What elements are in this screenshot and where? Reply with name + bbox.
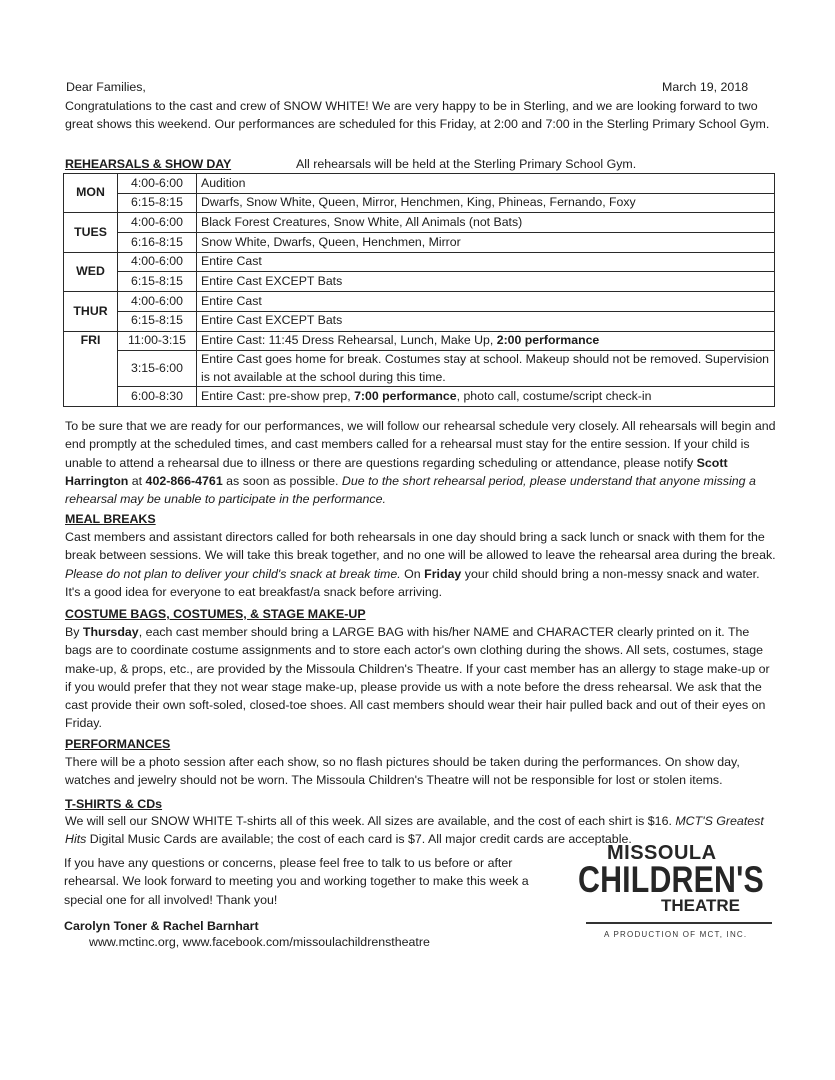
time-cell: 4:00-6:00 <box>118 252 197 272</box>
time-cell: 6:00-8:30 <box>118 387 197 407</box>
table-row <box>64 213 775 233</box>
contact-name: Scott Harrington <box>65 455 728 488</box>
activity-cell: Entire Cast <box>197 252 775 272</box>
table-row <box>64 252 775 272</box>
closing-paragraph: If you have any questions or concerns, please feel free to talk to us before or after rehearsal. We look forward to meeting you and working together to make this week a special one for all involved! Thank you! <box>64 856 529 907</box>
performance-time: 2:00 performance <box>496 333 600 348</box>
attendance-warning: Due to the short rehearsal period, please understand that anyone missing a rehearsal may be unable to participate in the performance. <box>65 473 756 507</box>
greeting: Dear Families, <box>66 80 146 94</box>
activity-text: , photo call, costume/script check-in <box>456 388 652 403</box>
day-cell: THUR <box>64 292 118 331</box>
costume-paragraph <box>65 623 777 733</box>
activity-cell <box>197 331 775 351</box>
snack-note: Please do not plan to deliver your child's snack at break time. <box>65 566 401 581</box>
time-cell: 4:00-6:00 <box>118 174 197 194</box>
activity-cell: Entire Cast <box>197 292 775 312</box>
day-cell: WED <box>64 252 118 291</box>
time-cell: 4:00-6:00 <box>118 292 197 312</box>
time-cell: 11:00-3:15 <box>118 331 197 351</box>
table-row <box>64 272 775 292</box>
rehearsal-schedule-table <box>63 173 775 407</box>
paragraph-text: Cast members and assistant directors called for both rehearsals in one day should bring a sack lunch or snack with them for the break between sessions. We will take this break together, and no one will be allowed to leave the rehearsal area during the break. <box>65 530 776 563</box>
logo-tagline: A PRODUCTION OF MCT, INC. <box>604 930 748 939</box>
logo-missoula: MISSOULA <box>607 842 717 864</box>
table-row <box>64 174 775 194</box>
performances-paragraph: There will be a photo session after each show, so no flash pictures should be taken during the performances. On show day, watches and jewelry should not be worn. The Missoula Children's Theatre will not be responsible for lost or stolen items. <box>65 755 740 788</box>
table-row <box>64 351 775 387</box>
time-cell: 6:15-8:15 <box>118 193 197 213</box>
table-row <box>64 387 775 407</box>
website-links: www.mctinc.org, www.facebook.com/missoulachildrenstheatre <box>89 935 430 949</box>
logo-divider <box>586 922 772 924</box>
friday-emphasis: Friday <box>424 566 462 581</box>
logo-theatre: THEATRE <box>661 896 741 915</box>
thursday-emphasis: Thursday <box>82 625 139 639</box>
paragraph-text: We will sell our SNOW WHITE T-shirts all of this week. All sizes are available, and the cost of each shirt is $16. <box>65 814 676 828</box>
rehearsals-heading: REHEARSALS & SHOW DAY <box>65 157 232 171</box>
table-row <box>64 193 775 213</box>
performance-time: 7:00 performance <box>354 388 457 403</box>
paragraph-text: By <box>65 625 83 639</box>
activity-text: Entire Cast: pre-show prep, <box>201 388 355 403</box>
day-cell: MON <box>64 174 118 213</box>
time-cell: 6:16-8:15 <box>118 233 197 253</box>
paragraph-text: To be sure that we are ready for our performances, we will follow our rehearsal schedule very closely. All rehearsals will begin and end promptly at the scheduled times, and cast members called for a rehearsal must stay for the entire session. If your child is unable to attend a rehearsal due to illness or there are questions regarding scheduling or attendance, please notify <box>65 419 776 470</box>
activity-cell: Black Forest Creatures, Snow White, All Animals (not Bats) <box>197 213 775 233</box>
paragraph-text: , each cast member should bring a LARGE BAG with his/her NAME and CHARACTER clearly printed on it. The bags are to coordinate costume assignments and to store each actor's own clothing during the shows. All sets, costumes, stage make-up, & props, etc., are provided by the Missoula Children's Theatre. If your cast member has an allergy to stage make-up or if you would prefer that they not wear stage make-up, please provide us with a note before the dress rehearsal. We ask that the cast provide their own soft-soled, closed-toe shoes. All cast members should wear their hair pulled back and out of their eyes on Friday. <box>65 625 770 731</box>
meal-breaks-heading: MEAL BREAKS <box>65 512 156 526</box>
intro-paragraph: Congratulations to the cast and crew of SNOW WHITE! We are very happy to be in Sterling, and we are looking forward to two great shows this weekend. Our performances are scheduled for this Friday, at 2:00 and 7:00 in the Sterling Primary School Gym. <box>65 99 770 132</box>
table-row <box>64 292 775 312</box>
contact-phone: 402-866-4761 <box>145 473 223 488</box>
signature: Carolyn Toner & Rachel Barnhart <box>64 919 259 933</box>
rehearsals-location-note: All rehearsals will be held at the Sterling Primary School Gym. <box>296 157 637 171</box>
activity-text: Entire Cast: 11:45 Dress Rehearsal, Lunch, Make Up, <box>201 333 497 348</box>
activity-cell: Entire Cast EXCEPT Bats <box>197 272 775 292</box>
product-name: MCT'S Greatest Hits <box>65 814 764 847</box>
activity-cell: Dwarfs, Snow White, Queen, Mirror, Henchmen, King, Phineas, Fernando, Foxy <box>197 193 775 213</box>
activity-cell: Entire Cast goes home for break. Costumes stay at school. Makeup should not be removed. Supervision is not available at the school during this time. <box>197 351 775 387</box>
performances-heading: PERFORMANCES <box>65 737 171 751</box>
paragraph-text: as soon as possible. <box>222 473 342 488</box>
activity-cell: Entire Cast EXCEPT Bats <box>197 311 775 331</box>
time-cell: 6:15-8:15 <box>118 311 197 331</box>
paragraph-text: your child should bring a non-messy snack and water. It's a good idea for everyone to eat breakfast/a snack before arriving. <box>65 566 760 599</box>
day-cell: FRI <box>64 331 118 406</box>
paragraph-text: at <box>128 473 146 488</box>
day-cell: TUES <box>64 213 118 252</box>
activity-cell: Audition <box>197 174 775 194</box>
activity-cell <box>197 387 775 407</box>
logo-childrens: CHILDREN'S <box>578 859 764 900</box>
letter-date: March 19, 2018 <box>662 80 749 94</box>
paragraph-text: On <box>400 566 425 581</box>
meal-breaks-paragraph <box>65 528 777 601</box>
time-cell: 6:15-8:15 <box>118 272 197 292</box>
costume-heading: COSTUME BAGS, COSTUMES, & STAGE MAKE-UP <box>65 607 366 621</box>
activity-cell: Snow White, Dwarfs, Queen, Henchmen, Mirror <box>197 233 775 253</box>
schedule-paragraph <box>65 417 777 508</box>
table-row <box>64 311 775 331</box>
tshirts-heading: T-SHIRTS & CDs <box>65 797 163 811</box>
time-cell: 4:00-6:00 <box>118 213 197 233</box>
time-cell: 3:15-6:00 <box>118 351 197 387</box>
table-row <box>64 331 775 351</box>
table-row <box>64 233 775 253</box>
paragraph-text: Digital Music Cards are available; the cost of each card is $7. All major credit cards are acceptable. <box>86 832 632 847</box>
